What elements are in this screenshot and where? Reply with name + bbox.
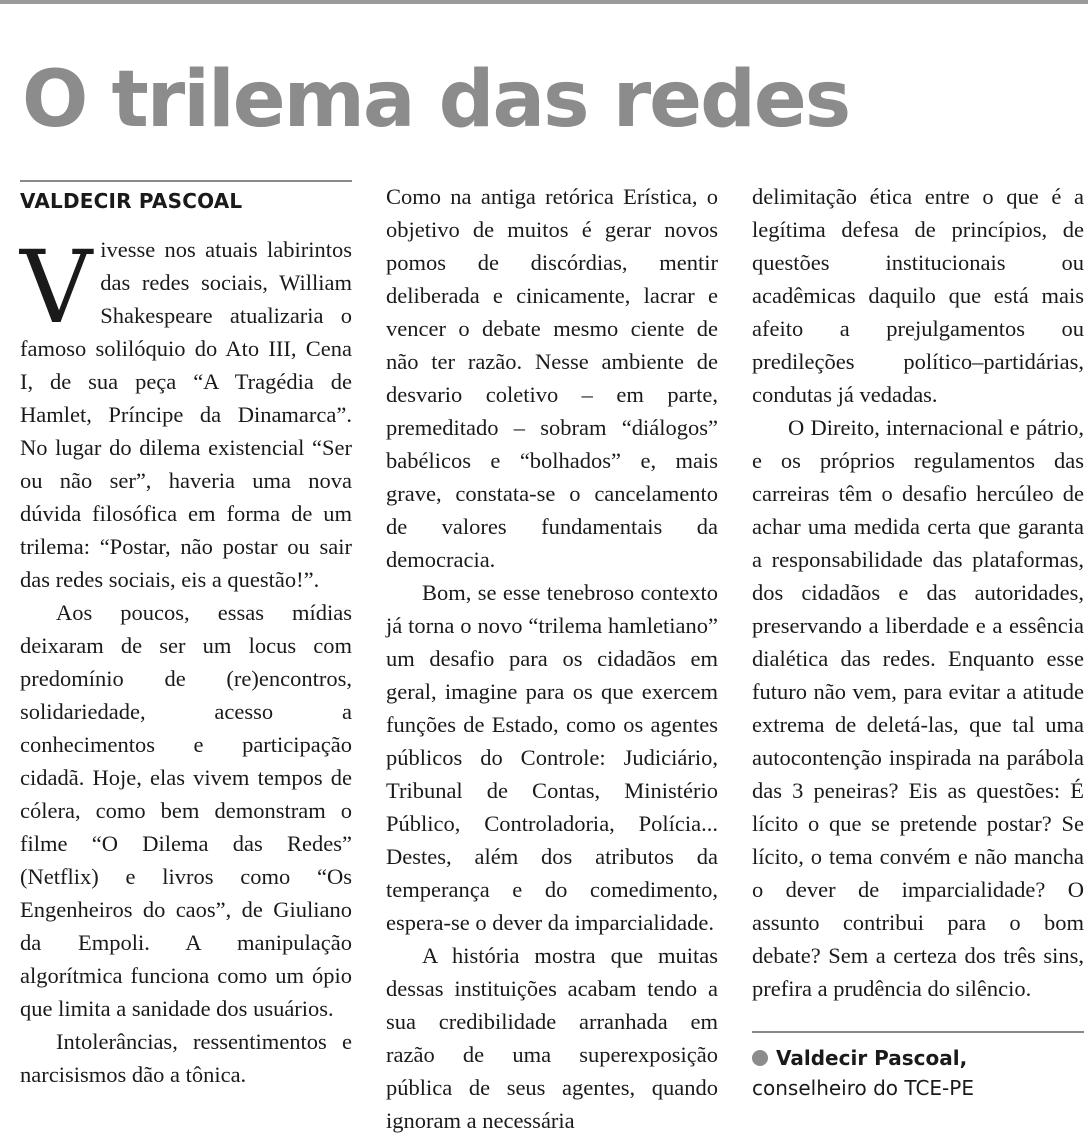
signature-rule bbox=[752, 1031, 1084, 1033]
top-rule bbox=[0, 0, 1088, 4]
author-byline: VALDECIR PASCOAL bbox=[20, 189, 243, 213]
article-headline: O trilema das redes bbox=[22, 55, 850, 145]
drop-cap: V bbox=[20, 229, 93, 346]
signature-name-line bbox=[752, 1043, 1084, 1073]
column-2 bbox=[386, 180, 718, 1137]
column-3 bbox=[752, 180, 1084, 1103]
paragraph-2: Aos poucos, essas mídias deixaram de ser um locus com predomínio de (re)encontros, solidariedade, acesso a conhecimentos e participação cidadã. Hoje, elas vivem tempos de cólera, como bem demonstram o filme “O Dilema das Redes” (Netflix) e livros como “Os Engenheiros do caos”, de Giuliano da Empoli. A manipulação algorítmica funciona como um ópio que limita a sanidade dos usuários. bbox=[20, 600, 352, 1021]
byline-rule bbox=[20, 180, 352, 182]
column-1 bbox=[20, 180, 352, 1091]
paragraph-8: O Direito, internacional e pátrio, e os próprios regulamentos das carreiras têm o desafio hercúleo de achar uma medida certa que garanta a responsabilidade das plataformas, dos cidadãos e das autoridades, preservando a liberdade e a essência dialética das redes. Enquanto esse futuro não vem, para evitar a atitude extrema de deletá-las, que tal uma autocontenção inspirada na parábola das 3 peneiras? Eis as questões: É lícito o que se pretende postar? Se lícito, o tema convém e não mancha o dever de imparcialidade? O assunto contribui para o bom debate? Sem a certeza dos três sins, prefira a prudência do silêncio. bbox=[752, 415, 1084, 1001]
bullet-icon bbox=[752, 1050, 768, 1066]
paragraph-5: Bom, se esse tenebroso contexto já torna o novo “trilema hamletiano” um desafio para os cidadãos em geral, imagine para os que exercem funções de Estado, como os agentes públicos do Controle: Judiciário, Tribunal de Contas, Ministério Público, Controladoria, Polícia... Destes, além dos atributos da temperança e do comedimento, espera-se o dever da imparcialidade. bbox=[386, 580, 718, 935]
signature-role: conselheiro do TCE-PE bbox=[752, 1076, 974, 1100]
paragraph-1 bbox=[20, 229, 352, 596]
signature-name: Valdecir Pascoal, bbox=[776, 1046, 968, 1070]
paragraph-4: Como na antiga retórica Erística, o objetivo de muitos é gerar novos pomos de discórdias, mentir deliberada e cinicamente, lacrar e vencer o debate mesmo ciente de não ter razão. Nesse ambiente de desvario coletivo – em parte, premeditado – sobram “diálogos” babélicos e “bolhados” e, mais grave, constata-se o cancelamento de valores fundamentais da democracia. bbox=[386, 184, 718, 572]
paragraph-3: Intolerâncias, ressentimentos e narcisismos dão a tônica. bbox=[20, 1029, 352, 1087]
paragraph-7: delimitação ética entre o que é a legítima defesa de princípios, de questões institucionais ou acadêmicas daquilo que está mais afeito a prejulgamentos ou predileções político–partidárias, condutas já vedadas. bbox=[752, 184, 1084, 407]
paragraph-6: A história mostra que muitas dessas instituições acabam tendo a sua credibilidade arranhada em razão de uma superexposição pública de seus agentes, quando ignoram a necessária bbox=[386, 943, 718, 1133]
paragraph-1-text: ivesse nos atuais labirintos das redes sociais, William Shakespeare atualizaria o famoso solilóquio do Ato III, Cena I, de sua peça “A Tragédia de Hamlet, Príncipe da Dinamarca”. No lugar do dilema existencial “Ser ou não ser”, haveria uma nova dúvida filosófica em forma de um trilema: “Postar, não postar ou sair das redes sociais, eis a questão!”. bbox=[20, 237, 352, 592]
